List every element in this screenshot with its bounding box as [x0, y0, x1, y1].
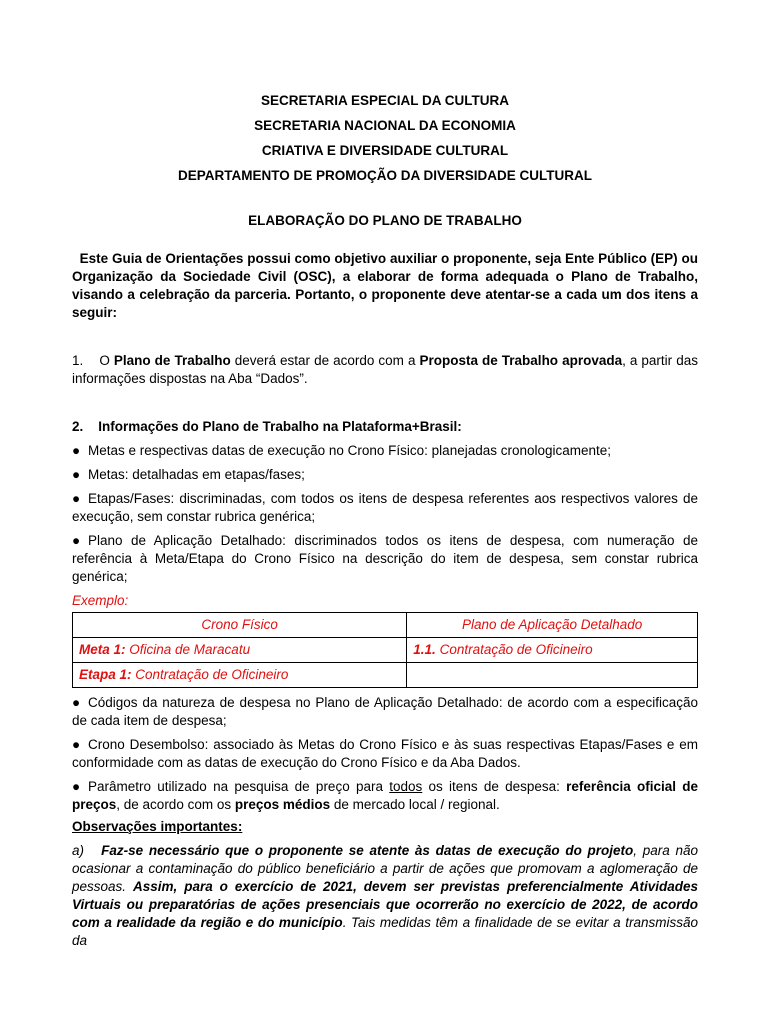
example-table: [72, 612, 698, 688]
bullet-dot-icon: ●: [72, 737, 81, 752]
item-2-text: Informações do Plano de Trabalho na Plataforma+Brasil:: [98, 419, 462, 434]
bullet-7-underline: todos: [389, 779, 423, 794]
bullet-7-text-a: Parâmetro utilizado na pesquisa de preço para: [88, 779, 390, 794]
document-title: ELABORAÇÃO DO PLANO DE TRABALHO: [248, 213, 522, 228]
table-header-crono-fisico: Crono Físico: [73, 613, 407, 638]
item-1-text-a: O: [99, 353, 114, 368]
item-1-text-c: , a partir das informações dispostas na Aba “Dados”.: [72, 353, 698, 386]
header-line-3: CRIATIVA E DIVERSIDADE CULTURAL: [261, 143, 509, 158]
item-1-text-b: deverá estar de acordo com a: [230, 353, 420, 368]
bullet-7-bold-a: referência oficial de preços: [72, 779, 698, 812]
intro-text: Este Guia de Orientações possui como objetivo auxiliar o proponente, seja Ente Público (EP) ou Organização da Sociedade Civil (OSC), a elaborar de forma adequada o Plano de Trabalho, visando a celebração da parceria. Portanto, o proponente deve atentar-se a cada um dos itens a seguir:: [72, 251, 698, 320]
bullet-7-text-b: os itens de despesa:: [422, 779, 567, 794]
item-2: [72, 418, 698, 436]
bullet-7-text-c: , de acordo com os: [116, 797, 235, 812]
bullet-dot-icon: ●: [72, 467, 81, 482]
bullet-2-text: Metas: detalhadas em etapas/fases;: [88, 467, 305, 482]
observation-a-text-2: . Tais medidas têm a finalidade de se evitar a transmissão da: [72, 915, 698, 948]
bullet-dot-icon: ●: [72, 533, 81, 548]
table-row: [73, 638, 698, 663]
meta-text: Oficina de Maracatu: [125, 642, 251, 657]
bullet-3-text: Etapas/Fases: discriminadas, com todos os itens de despesa referentes aos respectivos valores de execução, sem constar rubrica genérica;: [72, 491, 698, 524]
document-page: [72, 92, 698, 950]
bullet-1-text: Metas e respectivas datas de execução no Crono Físico: planejadas cronologicamente;: [88, 443, 612, 458]
item-2-number: 2.: [72, 419, 84, 434]
bullet-dot-icon: ●: [72, 779, 81, 794]
table-row: [73, 613, 698, 638]
observation-a-bold-1: Faz-se necessário que o proponente se atente às datas de execução do projeto: [101, 843, 634, 858]
item-1-bold-a: Plano de Trabalho: [113, 353, 231, 368]
bullet-6: [72, 736, 698, 772]
table-cell-pad: [407, 638, 698, 663]
bullet-7-text-d: de mercado local / regional.: [330, 797, 500, 812]
bullet-7-bold-b: preços médios: [234, 797, 331, 812]
header-line-1: SECRETARIA ESPECIAL DA CULTURA: [260, 93, 509, 108]
etapa-text: Contratação de Oficineiro: [131, 667, 289, 682]
header-line-4: DEPARTAMENTO DE PROMOÇÃO DA DIVERSIDADE CULTURAL: [177, 168, 592, 183]
bullet-2: [72, 466, 698, 484]
observation-a-bold-2: Assim, para o exercício de 2021, devem ser previstas preferencialmente Atividades Virtuais ou preparatórias de ações presenciais que ocorrerão no exercício de 2022, de acordo com a realidade da região e do município: [72, 879, 698, 930]
pad-ref: 1.1.: [413, 642, 436, 657]
item-1: [72, 352, 698, 388]
item-1-bold-b: Proposta de Trabalho aprovada: [419, 353, 623, 368]
table-cell-empty: [407, 663, 698, 688]
table-cell-etapa: [73, 663, 407, 688]
bullet-4: [72, 532, 698, 586]
intro-paragraph: [72, 250, 698, 322]
bullet-5: [72, 694, 698, 730]
table-row: [73, 663, 698, 688]
meta-label: Meta 1:: [79, 642, 126, 657]
example-label: Exemplo:: [72, 593, 129, 608]
observation-a: [72, 842, 698, 950]
pad-text: Contratação de Oficineiro: [435, 642, 593, 657]
bullet-5-text: Códigos da natureza de despesa no Plano de Aplicação Detalhado: de acordo com a especificação de cada item de despesa;: [72, 695, 698, 728]
bullet-3: [72, 490, 698, 526]
bullet-dot-icon: ●: [72, 695, 81, 710]
observations-heading: Observações importantes:: [72, 819, 243, 834]
observation-a-label: a): [72, 843, 85, 858]
bullet-dot-icon: ●: [72, 443, 81, 458]
table-header-plano-aplicacao: Plano de Aplicação Detalhado: [407, 613, 698, 638]
observation-a-text-1: , para não ocasionar a contaminação do público beneficiário a partir de ações que promovam a aglomeração de pessoas.: [72, 843, 698, 894]
table-cell-meta: [73, 638, 407, 663]
bullet-7: [72, 778, 698, 814]
bullet-1: [72, 442, 698, 460]
header-line-2: SECRETARIA NACIONAL DA ECONOMIA: [254, 118, 516, 133]
bullet-4-text: Plano de Aplicação Detalhado: discriminados todos os itens de despesa, com numeração de referência à Meta/Etapa do Crono Físico na descrição do item de despesa, sem constar rubrica genérica;: [72, 533, 698, 584]
etapa-label: Etapa 1:: [79, 667, 132, 682]
item-1-number: 1.: [72, 353, 84, 368]
bullet-6-text: Crono Desembolso: associado às Metas do Crono Físico e às suas respectivas Etapas/Fases e em conformidade com as datas de execução do Crono Físico e da Aba Dados.: [72, 737, 698, 770]
bullet-dot-icon: ●: [72, 491, 81, 506]
